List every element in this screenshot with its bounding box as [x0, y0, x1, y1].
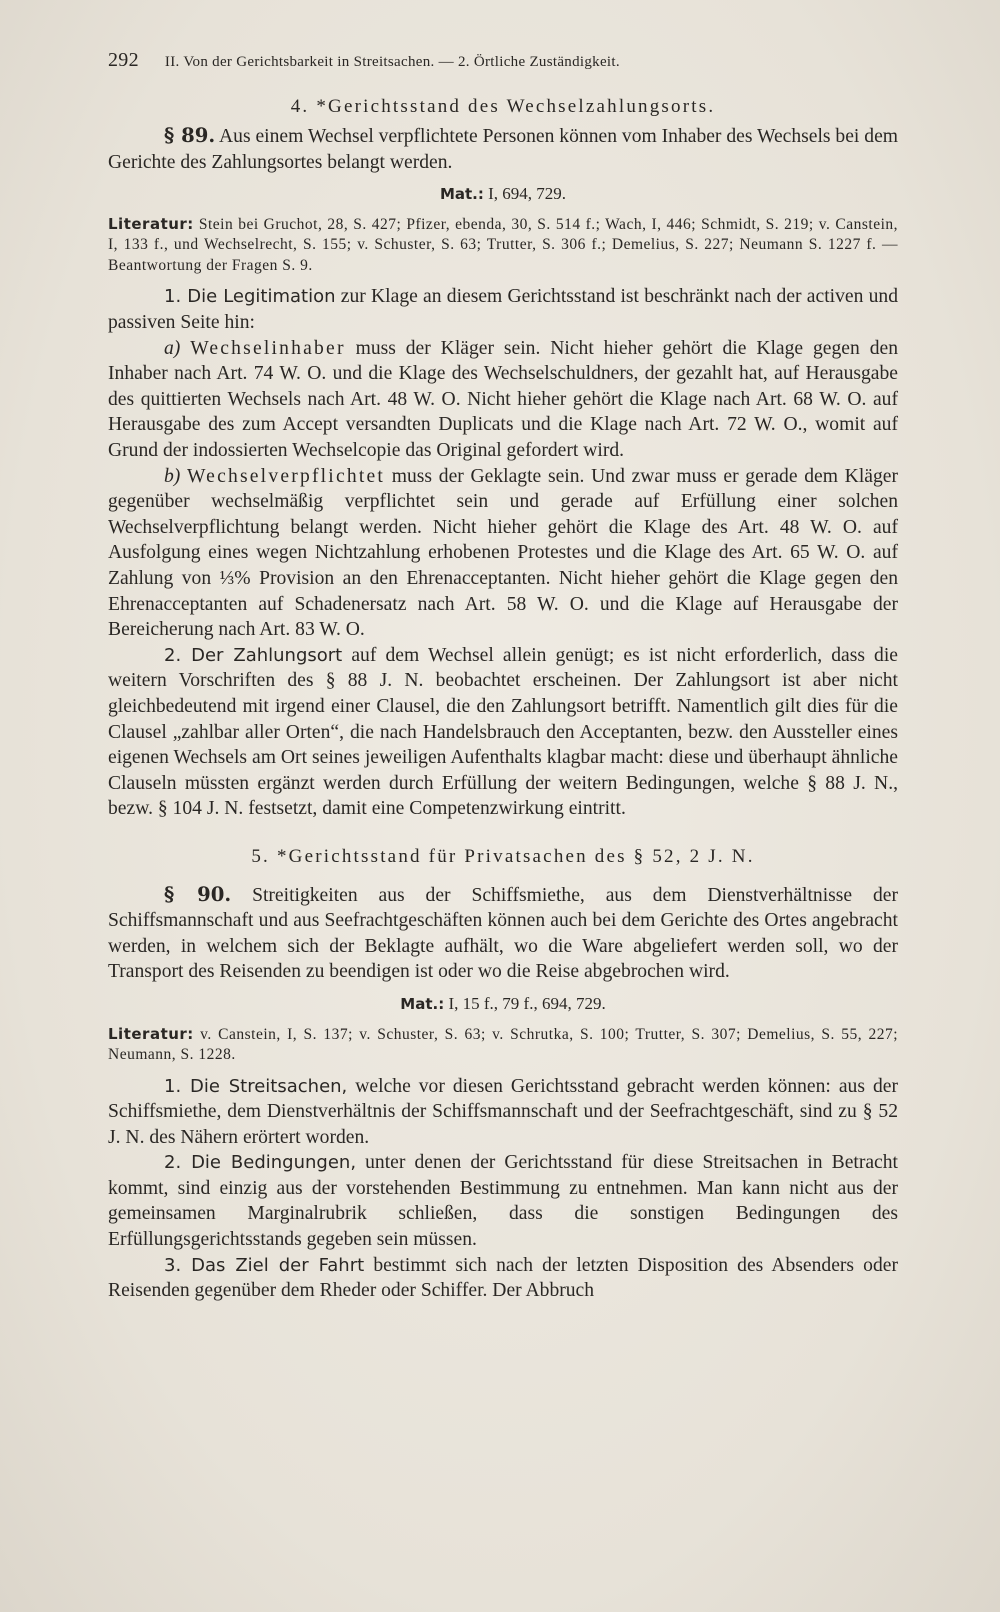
- paragraph-number: § 90.: [164, 882, 232, 906]
- running-title: II. Von der Gerichtsbarkeit in Streitsachen. — 2. Örtliche Zuständigkeit.: [164, 54, 620, 70]
- paragraph-89: § 89. Aus einem Wechsel verpflichtete Personen können vom Inhaber des Wechsels bei dem Gerichte des Zahlungsortes belangt werden.: [108, 124, 899, 173]
- note-3-ziel: 3. Das Ziel der Fahrt bestimmt sich nach der letzten Disposition des Absenders oder Reisenden gegenüber dem Rheder oder Schiffer. Der Abbruch: [108, 1254, 898, 1302]
- materials-reference: Mat.: I, 15 f., 79 f., 694, 729.: [400, 993, 606, 1013]
- paragraph-number: § 89.: [164, 124, 216, 148]
- paragraph-90: § 90. Streitigkeiten aus der Schiffsmiethe, aus dem Dienstverhältnisse der Schiffsmannschaft und aus Seefrachtgeschäften können auch bei dem Gerichte des Ortes angebracht werden, in welchem sich der Beklagte aufhält, wo die Ware abgeliefert werden soll, wo der Transport des Reisenden zu beendigen ist oder wo die Reise abgebrochen wird.: [108, 882, 899, 983]
- note-a-inhaber: a) Wechselinhaber muss der Kläger sein. Nicht hieher gehört die Klage gegen den Inhaber nach Art. 74 W. O. und die Klage des Wechselschuldners, der gezahlt hat, auf Herausgabe des quittierten Wechsels nach Art. 48 W. O. Nicht hieher gehört die Klage nach Art. 68 W. O. auf Herausgabe des zum Accept versandten Duplicats und die Klage nach Art. 72 W. O., womit auf Grund der indossierten Wechselcopie das Original gefordert wird.: [108, 337, 898, 462]
- literature-list: Literatur: v. Canstein, I, S. 137; v. Schuster, S. 63; v. Schrutka, S. 100; Trutter, S. 307; Demelius, S. 55, 227; Neumann, S. 1228.: [108, 1024, 899, 1063]
- page-content: [108, 48, 898, 1304]
- note-1-legitimation: 1. Die Legitimation zur Klage an diesem Gerichtsstand ist beschränkt nach der activen und passiven Seite hin:: [108, 286, 898, 334]
- note-2-bedingungen: 2. Die Bedingungen, unter denen der Gerichtsstand für diese Streitsachen in Betracht kommt, sind einzig aus der vorstehenden Bestimmung zu entnehmen. Man kann nicht aus der gemeinsamen Marginalrubrik schließen, dass die sonstigen Bedingungen des Erfüllungsgerichtsstands gegeben sein müssen.: [108, 1152, 898, 1251]
- running-header: [108, 48, 898, 76]
- section-4-heading: 4. *Gerichtsstand des Wechselzahlungsorts.: [290, 95, 716, 117]
- note-1-streitsachen: 1. Die Streitsachen, welche vor diesen Gerichtsstand gebracht werden können: aus der Schiffsmiethe, dem Dienstverhältnis der Schiffsmannschaft und der Seefrachtgeschäft, sind zu § 52 J. N. des Nähern erörtert worden.: [108, 1075, 898, 1148]
- section-5-heading: 5. *Gerichtsstand für Privatsachen des § 52, 2 J. N.: [251, 845, 755, 867]
- note-2-zahlungsort: 2. Der Zahlungsort auf dem Wechsel allein genügt; es ist nicht erforderlich, dass die weitern Vorschriften des § 88 J. N. beobachtet erscheinen. Der Zahlungsort ist aber nicht gleichbedeutend mit irgend einer Clausel, die den Zahlungsort betrifft. Namentlich gilt dies für die Clausel „zahlbar aller Orten“, die nach Handelsbrauch den Acceptanten, bezw. den Aussteller eines eigenen Wechsels am Ort seines jeweiligen Aufenthalts klagbar macht: diese und überhaupt ähnliche Clauseln müssten ergänzt werden durch Erfüllung der weitern Bedingungen, welche § 88 J. N., bezw. § 104 J. N. festsetzt, damit eine Competenzwirkung eintritt.: [108, 644, 898, 820]
- page-number: 292: [108, 49, 139, 71]
- literature-list: Literatur: Stein bei Gruchot, 28, S. 427; Pfizer, ebenda, 30, S. 514 f.; Wach, I, 446; Schmidt, S. 219; v. Canstein, I, 133 f., und Wechselrecht, S. 155; v. Schuster, S. 63; Trutter, S. 306 f.; Demelius, S. 227; Neumann S. 1227 f. — Beantwortung der Fragen S. 9.: [108, 214, 899, 274]
- materials-reference: Mat.: I, 694, 729.: [439, 184, 567, 204]
- note-b-verpflichtet: b) Wechselverpflichtet muss der Geklagte sein. Und zwar muss er gerade dem Kläger gegenüber wechselmäßig verpflichtet sein und gerade auf Erfüllung einer solchen Wechselverpflichtung belangt werden. Nicht hieher gehört die Klage des Art. 48 W. O. auf Ausfolgung eines wegen Nichtzahlung erhobenen Protestes und die Klage des Art. 65 W. O. auf Zahlung von ⅓% Provision an den Ehrenacceptanten. Nicht hieher gehört die Klage gegen den Ehrenacceptanten auf Schadenersatz nach Art. 58 W. O. und die Klage auf Herausgabe der Bereicherung nach Art. 83 W. O.: [108, 465, 898, 641]
